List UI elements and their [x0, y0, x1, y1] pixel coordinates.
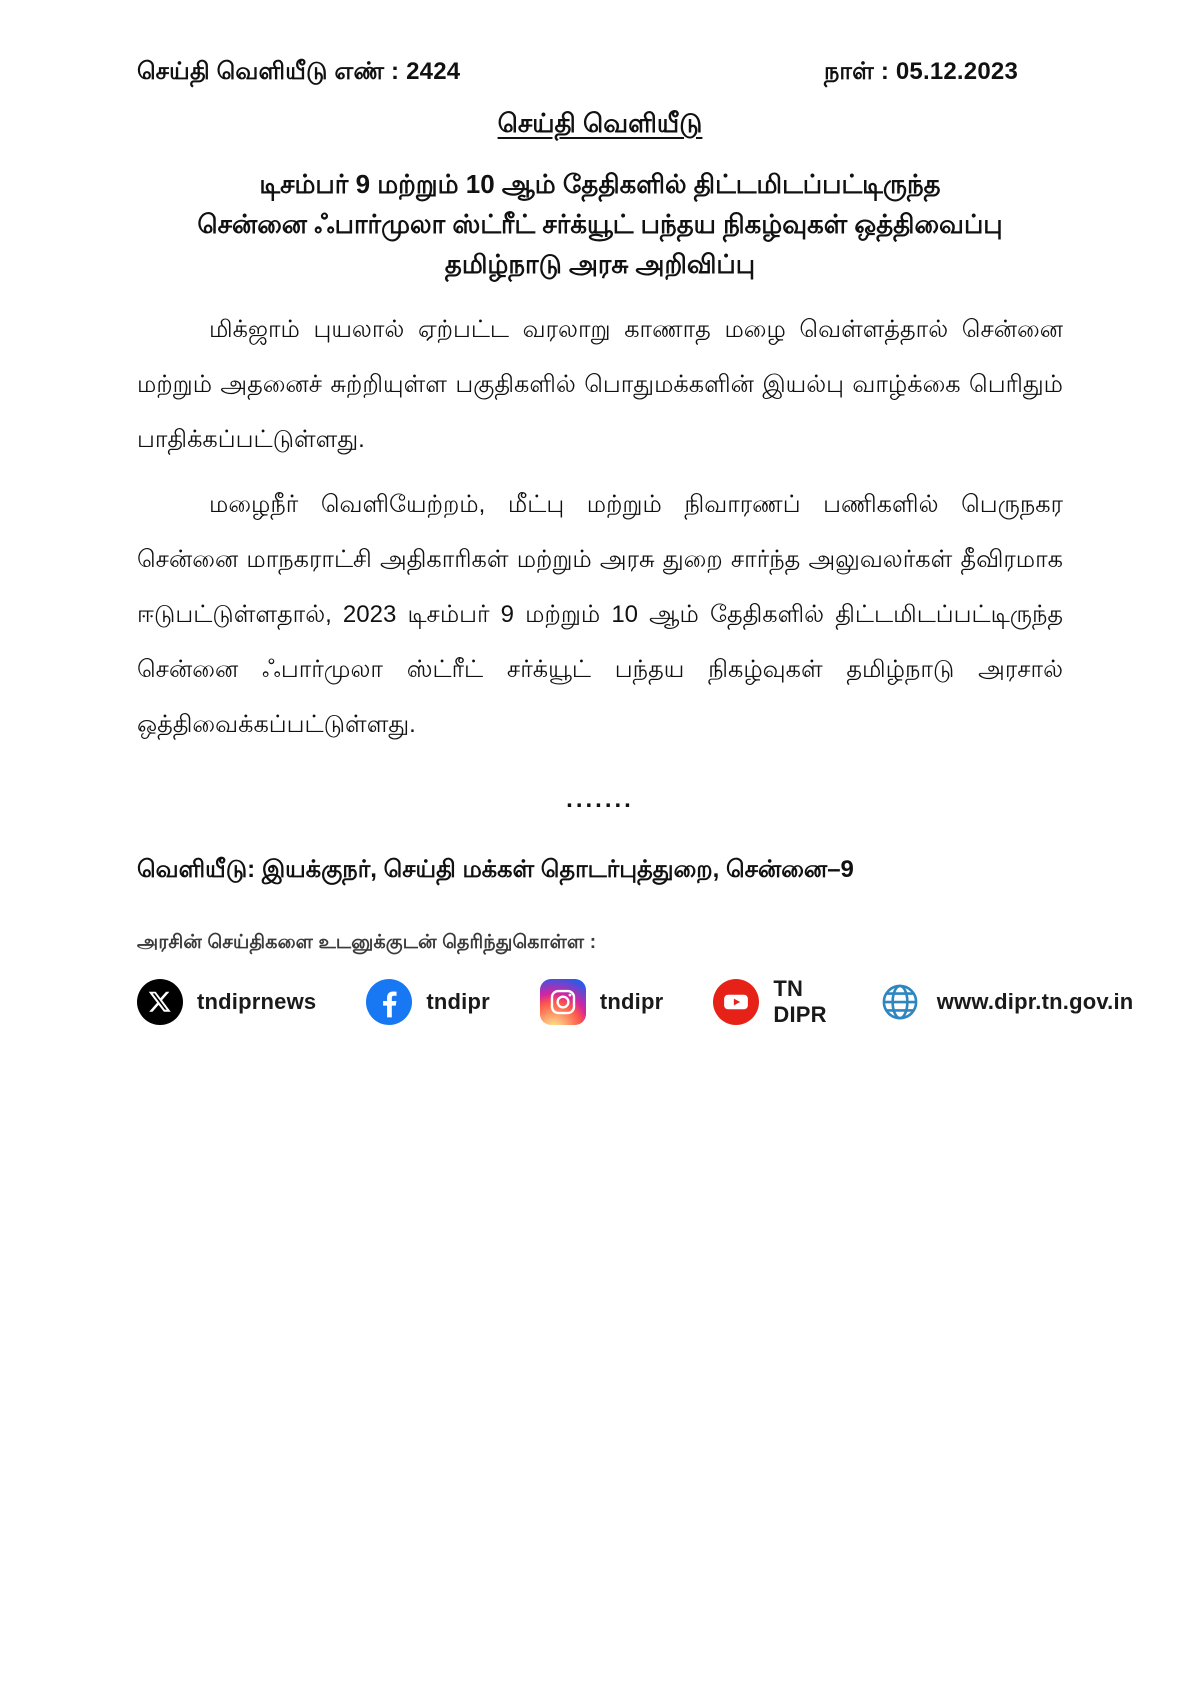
social-item-website: [877, 979, 1134, 1025]
facebook-handle: tndipr: [426, 989, 490, 1014]
instagram-handle: tndipr: [599, 989, 664, 1014]
announcement-title-line-1: டிசம்பர் 9 மற்றும் 10 ஆம் தேதிகளில் திட்டமிடப்பட்டிருந்த: [259, 169, 941, 199]
release-number: செய்தி வெளியீடு எண் : 2424: [137, 58, 461, 85]
twitter-x-handle: tndiprnews: [197, 989, 317, 1014]
heading-row: [137, 108, 1063, 142]
social-intro-text: அரசின் செய்திகளை உடனுக்குடன் தெரிந்துகொள்ள :: [137, 932, 597, 953]
social-links-row: [137, 976, 1134, 1028]
separator-dots: .......: [566, 786, 634, 813]
announcement-title-line-2: சென்னை ஃபார்முலா ஸ்ட்ரீட் சர்க்யூட் பந்தய நிகழ்வுகள் ஒத்திவைப்பு: [197, 209, 1003, 239]
announcement-title-line-3: தமிழ்நாடு அரசு அறிவிப்பு: [444, 249, 756, 279]
page-title: செய்தி வெளியீடு: [497, 108, 703, 138]
social-item-youtube: [713, 976, 826, 1028]
youtube-handle: TN DIPR: [773, 976, 827, 1027]
social-item-instagram: [540, 979, 664, 1025]
social-item-facebook: [366, 979, 490, 1025]
body-paragraph-1: மிக்ஜாம் புயலால் ஏற்பட்ட வரலாறு காணாத மழை வெள்ளத்தால் சென்னை மற்றும் அதனைச் சுற்றியுள்ள பகுதிகளில் பொதுமக்களின் இயல்பு வாழ்க்கை பெரிதும் பாதிக்கப்பட்டுள்ளது.: [137, 316, 1063, 453]
globe-icon: [877, 979, 923, 1025]
announcement-title: [137, 164, 1063, 284]
youtube-icon: [713, 979, 759, 1025]
body-paragraph-2: மழைநீர் வெளியேற்றம், மீட்பு மற்றும் நிவாரணப் பணிகளில் பெருநகர சென்னை மாநகராட்சி அதிகாரிகள் மற்றும் அரசு துறை சார்ந்த அலுவலர்கள் தீவிரமாக ஈடுபட்டுள்ளதால், 2023 டிசம்பர் 9 மற்றும் 10 ஆம் தேதிகளில் திட்டமிடப்பட்டிருந்த சென்னை ஃபார்முலா ஸ்ட்ரீட் சர்க்யூட் பந்தய நிகழ்வுகள் தமிழ்நாடு அரசால் ஒத்திவைக்கப்பட்டுள்ளது.: [137, 491, 1063, 738]
instagram-icon: [540, 979, 586, 1025]
social-item-twitter-x: [137, 979, 316, 1025]
release-date: நாள் : 05.12.2023: [823, 58, 1018, 85]
document-header: [137, 58, 1063, 88]
facebook-icon: [366, 979, 412, 1025]
twitter-x-icon: [137, 979, 183, 1025]
issued-by-line: வெளியீடு: இயக்குநர், செய்தி மக்கள் தொடர்புத்துறை, சென்னை–9: [137, 856, 854, 883]
website-url: www.dipr.tn.gov.in: [936, 989, 1134, 1014]
